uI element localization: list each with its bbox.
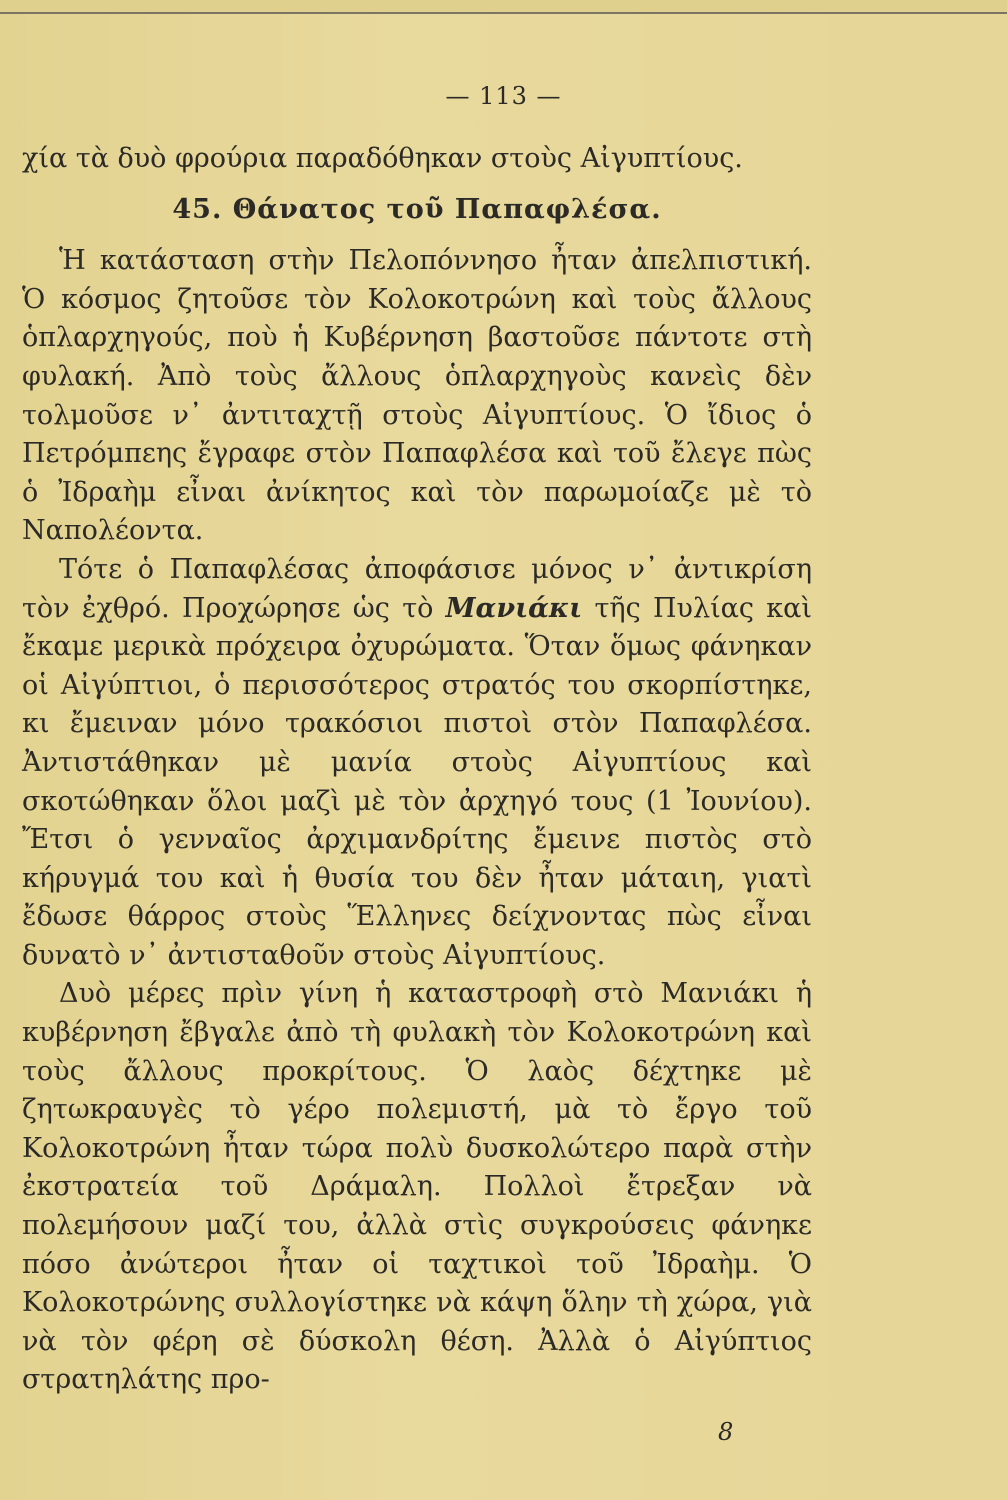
top-edge xyxy=(0,0,1007,14)
section-title: Θάνατος τοῦ Παπαφλέσα. xyxy=(232,193,662,225)
paragraph: Δυὸ μέρες πρὶν γίνη ἡ καταστροφὴ στὸ Μανιάκι ἡ κυβέρνηση ἔβγαλε ἀπὸ τὴ φυλακὴ τὸν Κολοκοτρώνη καὶ τοὺς ἄλλους προκρίτους. Ὁ λαὸς δέχτηκε μὲ ζητωκραυγὲς τὸ γέρο πολεμιστή, μὰ τὸ ἔργο τοῦ Κολοκοτρώνη ἦταν τώρα πολὺ δυσκολώτερο παρὰ στὴν ἐκστρατεία τοῦ Δράμαλη. Πολλοὶ ἔτρεξαν νὰ πολεμήσουν μαζί του, ἀλλὰ στὶς συγκρούσεις φάνηκε πόσο ἀνώτεροι ἦταν οἱ ταχτικοὶ τοῦ Ἰδραὴμ. Ὁ Κολοκοτρώνης συλλογίστηκε νὰ κάψη ὅλην τὴ χώρα, γιὰ νὰ τὸν φέρη σὲ δύσκολη θέση. Ἀλλὰ ὁ Αἰγύπτιος στρατηλάτης προ- xyxy=(22,978,812,1396)
paragraph-continuation: χία τὰ δυὸ φρούρια παραδόθηκαν στοὺς Αἰγυπτίους. xyxy=(22,143,743,174)
paragraph-text: Τότε ὁ Παπαφλέσας ἀποφάσισε μόνος ν᾿ ἀντικρίση τὸν ἐχθρό. Προχώρησε ὡς τὸ xyxy=(22,553,812,624)
section-number: 45. xyxy=(172,193,223,225)
paragraph-text: τῆς Πυλίας καὶ ἔκαμε μερικὰ πρόχειρα ὀχυρώματα. Ὅταν ὅμως φάνηκαν οἱ Αἰγύπτιοι, ὁ περισσότερος στρατός του σκορπίστηκε, κι ἔμειναν μόνο τρακόσιοι πιστοὶ στὸν Παπαφλέσα. Ἀντιστάθηκαν μὲ μανία στοὺς Αἰγυπτίους καὶ σκοτώθηκαν ὅλοι μαζὶ μὲ τὸν ἀρχηγό τους (1 Ἰουνίου). Ἔτσι ὁ γενναῖος ἀρχιμανδρίτης ἔμεινε πιστὸς στὸ κήρυγμά του καὶ ἡ θυσία του δὲν ἦταν μάταιη, γιατὶ ἔδωσε θάρρος στοὺς Ἕλληνες δείχνοντας πὼς εἶναι δυνατὸ ν᾿ ἀντισταθοῦν στοὺς Αἰγυπτίους. xyxy=(22,592,812,971)
section-heading xyxy=(22,191,812,230)
paragraph: Ἡ κατάσταση στὴν Πελοπόννησο ἦταν ἀπελπιστική. Ὁ κόσμος ζητοῦσε τὸν Κολοκοτρώνη καὶ τοὺς ἄλλους ὁπλαρχηγούς, ποὺ ἡ Κυβέρνηση βαστοῦσε πάντοτε στὴ φυλακή. Ἀπὸ τοὺς ἄλλους ὁπλαρχηγοὺς κανεὶς δὲν τολμοῦσε ν᾿ ἀντιταχτῇ στοὺς Αἰγυπτίους. Ὁ ἴδιος ὁ Πετρόμπεης ἔγραφε στὸν Παπαφλέσα καὶ τοῦ ἔλεγε πὼς ὁ Ἰδραὴμ εἶναι ἀνίκητος καὶ τὸν παρωμοίαζε μὲ τὸ Ναπολέοντα. xyxy=(22,245,812,547)
page-number: — 113 — xyxy=(445,82,562,110)
signature-mark: 8 xyxy=(718,1418,734,1446)
place-name-italic: Μανιάκι xyxy=(445,592,583,624)
paragraph xyxy=(22,551,812,976)
body-text xyxy=(22,140,812,1400)
